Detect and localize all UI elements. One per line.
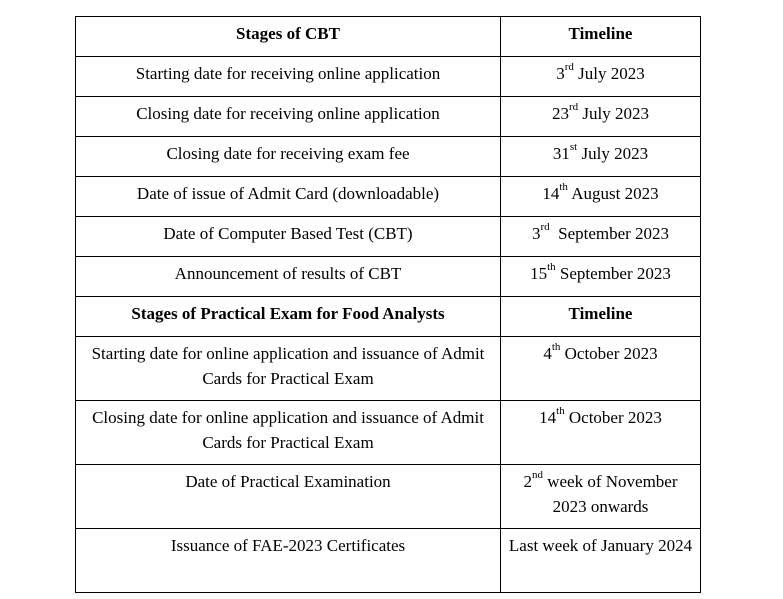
table-row [76,257,701,297]
timeline-cell: Last week of January 2024 [501,529,701,593]
timeline-cell: 4th October 2023 [501,337,701,401]
stage-cell: Issuance of FAE-2023 Certificates [76,529,501,593]
timeline-cell: 15th September 2023 [501,257,701,297]
stage-cell: Starting date for receiving online application [76,57,501,97]
stage-cell: Closing date for online application and issuance of Admit Cards for Practical Exam [76,401,501,465]
practical-timeline-header: Timeline [501,297,701,337]
timeline-cell: 3rd September 2023 [501,217,701,257]
stage-cell: Date of Computer Based Test (CBT) [76,217,501,257]
stage-cell: Closing date for receiving exam fee [76,137,501,177]
table-row [76,57,701,97]
cbt-stage-header: Stages of CBT [76,17,501,57]
stage-cell: Announcement of results of CBT [76,257,501,297]
stage-cell: Closing date for receiving online application [76,97,501,137]
timeline-cell: 31st July 2023 [501,137,701,177]
timeline-cell: 3rd July 2023 [501,57,701,97]
table-row [76,337,701,401]
stage-cell: Date of issue of Admit Card (downloadable) [76,177,501,217]
table-row [76,401,701,465]
practical-stage-header: Stages of Practical Exam for Food Analysts [76,297,501,337]
timeline-cell: 14th October 2023 [501,401,701,465]
timeline-cell: 23rd July 2023 [501,97,701,137]
table-row [76,177,701,217]
timeline-cell: 2nd week of November 2023 onwards [501,465,701,529]
table-row [76,217,701,257]
schedule-table [75,16,701,593]
practical-header-row [76,297,701,337]
cbt-header-row [76,17,701,57]
stage-cell: Starting date for online application and issuance of Admit Cards for Practical Exam [76,337,501,401]
table-row [76,529,701,593]
table-row [76,97,701,137]
table-row [76,137,701,177]
table-row [76,465,701,529]
cbt-timeline-header: Timeline [501,17,701,57]
timeline-cell: 14th August 2023 [501,177,701,217]
stage-cell: Date of Practical Examination [76,465,501,529]
